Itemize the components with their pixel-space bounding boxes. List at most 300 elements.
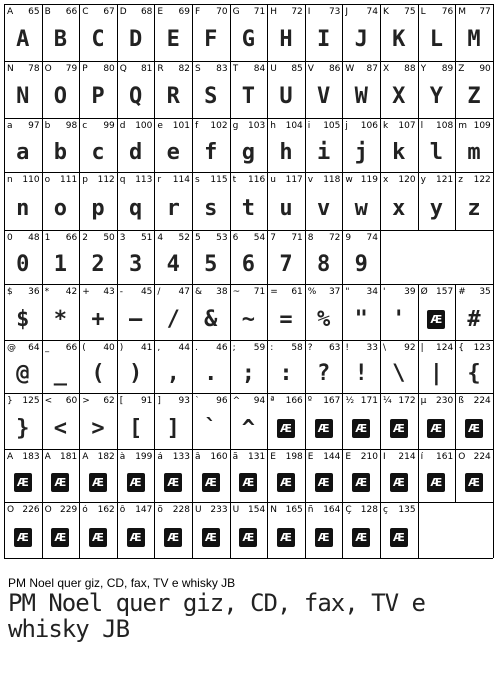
glyph-cell: [267, 172, 305, 230]
glyph-label: [45, 452, 78, 462]
glyph-cell: [455, 393, 493, 449]
glyph-char: !: [345, 343, 349, 353]
glyph-label: [82, 175, 115, 185]
glyph-cell: [192, 502, 230, 558]
glyph-char: R: [157, 64, 164, 74]
glyph-code: 46: [216, 343, 228, 353]
notdef-box-icon: Æ: [14, 528, 32, 547]
glyph-preview: t: [241, 195, 256, 221]
glyph-char: P: [82, 64, 88, 74]
glyph-code: 210: [360, 452, 378, 462]
glyph-cell: [342, 502, 380, 558]
glyph-preview: O: [53, 84, 68, 109]
glyph-char: 0: [7, 233, 13, 243]
glyph-char: É: [307, 452, 314, 462]
glyph-preview: 8: [316, 251, 331, 277]
glyph-char: Ì: [383, 452, 386, 462]
glyph-label: [157, 175, 190, 185]
glyph-char: p: [82, 175, 88, 185]
glyph-char: I: [307, 7, 311, 17]
glyph-code: 36: [28, 287, 40, 297]
glyph-code: 37: [328, 287, 341, 297]
glyph-code: 114: [172, 175, 190, 185]
glyph-preview: +: [91, 306, 105, 332]
glyph-char: Á: [44, 452, 51, 462]
glyph-code: 71: [253, 7, 266, 17]
glyph-code: 45: [140, 287, 153, 297]
glyph-cell: [79, 284, 117, 340]
notdef-box-icon: Æ: [315, 528, 333, 547]
glyph-code: 38: [216, 287, 228, 297]
glyph-row: [4, 61, 494, 118]
glyph-char: º: [307, 396, 313, 406]
glyph-preview: w: [354, 195, 368, 221]
glyph-char: y: [420, 175, 426, 185]
glyph-char: i: [307, 121, 311, 131]
glyph-label: [233, 343, 266, 353]
glyph-preview: X: [392, 84, 406, 109]
glyph-code: 72: [291, 7, 303, 17]
glyph-code: 224: [473, 452, 491, 462]
glyph-label: [157, 7, 190, 17]
glyph-code: 89: [441, 64, 454, 74]
glyph-char: -: [119, 287, 124, 297]
glyph-code: 105: [323, 121, 341, 131]
glyph-cell: [4, 502, 42, 558]
glyph-preview: h: [279, 139, 293, 165]
glyph-code: 107: [398, 121, 416, 131]
glyph-preview: 4: [166, 251, 180, 277]
glyph-char: [: [119, 396, 124, 406]
glyph-label: [7, 505, 40, 515]
glyph-label: [157, 505, 190, 515]
glyph-char: ã: [232, 452, 239, 462]
glyph-cell: [192, 230, 230, 284]
glyph-code: 118: [323, 175, 341, 185]
glyph-code: 41: [140, 343, 153, 353]
glyph-cell: [418, 4, 456, 61]
glyph-code: 147: [135, 505, 153, 515]
glyph-cell: [305, 284, 343, 340]
sample-text-large: PM Noel quer giz, CD, fax, TV e whisky JB: [8, 589, 425, 643]
glyph-label: [308, 121, 341, 131]
glyph-preview: =: [279, 306, 293, 332]
glyph-cell: [154, 502, 192, 558]
glyph-preview: [267, 463, 305, 502]
glyph-preview: m: [467, 139, 481, 165]
glyph-label: [345, 64, 378, 74]
glyph-char: D: [119, 7, 127, 17]
glyph-preview: E: [166, 27, 180, 52]
glyph-cell: [267, 393, 305, 449]
glyph-cell: [154, 449, 192, 502]
glyph-code: 75: [404, 7, 416, 17]
glyph-code: 226: [22, 505, 40, 515]
glyph-preview: [267, 407, 305, 449]
glyph-row: [4, 340, 494, 393]
glyph-code: 67: [103, 7, 115, 17]
glyph-label: [195, 396, 228, 406]
glyph-cell: [117, 393, 155, 449]
glyph-code: 160: [210, 452, 228, 462]
glyph-cell: [117, 284, 155, 340]
glyph-preview: A: [16, 27, 30, 52]
glyph-cell: [267, 502, 305, 558]
glyph-char: X: [383, 64, 390, 74]
glyph-preview: S: [204, 84, 218, 109]
glyph-preview: G: [241, 27, 256, 52]
glyph-label: [45, 396, 78, 406]
glyph-label: [383, 343, 416, 353]
glyph-preview: }: [16, 415, 30, 441]
glyph-code: 76: [441, 7, 454, 17]
glyph-code: 124: [436, 343, 454, 353]
glyph-char: ½: [345, 396, 355, 406]
notdef-box-icon: Æ: [465, 419, 483, 438]
glyph-char: À: [7, 452, 14, 462]
glyph-label: [308, 64, 341, 74]
glyph-cell: [79, 230, 117, 284]
glyph-char: 9: [345, 233, 352, 243]
notdef-box-icon: Æ: [390, 473, 408, 492]
glyph-code: 122: [473, 175, 491, 185]
glyph-label: [195, 452, 228, 462]
glyph-cell: [192, 61, 230, 118]
glyph-code: 84: [253, 64, 266, 74]
glyph-char: 8: [307, 233, 314, 243]
glyph-char: ¼: [383, 396, 392, 406]
glyph-label: [120, 396, 153, 406]
glyph-cell: [79, 172, 117, 230]
glyph-char: ß: [458, 396, 464, 406]
glyph-cell: [4, 284, 42, 340]
glyph-code: 83: [216, 64, 228, 74]
glyph-code: 50: [103, 233, 115, 243]
glyph-char: L: [420, 7, 426, 17]
glyph-char: =: [270, 287, 278, 297]
glyph-code: 228: [172, 505, 190, 515]
glyph-preview: [418, 463, 456, 502]
glyph-row: [4, 172, 494, 230]
glyph-preview: N: [16, 84, 30, 109]
glyph-label: [421, 7, 454, 17]
glyph-code: 181: [60, 452, 78, 462]
glyph-preview: ": [354, 306, 368, 332]
glyph-cell: [230, 393, 268, 449]
glyph-code: 94: [253, 396, 266, 406]
glyph-preview: M: [467, 27, 481, 52]
notdef-box-icon: Æ: [315, 473, 333, 492]
glyph-label: [345, 233, 378, 243]
glyph-char: h: [270, 121, 276, 131]
glyph-label: [308, 505, 341, 515]
glyph-cell: [42, 449, 80, 502]
glyph-label: [233, 452, 266, 462]
glyph-cell: [230, 4, 268, 61]
glyph-preview: [230, 463, 268, 502]
glyph-label: [233, 121, 266, 131]
glyph-code: 52: [178, 233, 190, 243]
glyph-char: _: [44, 343, 50, 353]
glyph-code: 90: [479, 64, 491, 74]
glyph-code: 35: [479, 287, 491, 297]
glyph-char: %: [307, 287, 317, 297]
glyph-char: ): [119, 343, 124, 353]
glyph-preview: [380, 407, 418, 449]
glyph-preview: >: [91, 415, 105, 441]
glyph-cell: [4, 340, 42, 393]
glyph-label: [458, 287, 491, 297]
notdef-box-icon: Æ: [164, 528, 182, 547]
glyph-cell: [380, 340, 418, 393]
glyph-preview: o: [53, 195, 68, 221]
glyph-char: B: [44, 7, 51, 17]
glyph-char: .: [195, 343, 198, 353]
glyph-cell: [342, 340, 380, 393]
glyph-code: 230: [436, 396, 454, 406]
glyph-char: ª: [270, 396, 275, 406]
glyph-cell: [380, 172, 418, 230]
glyph-preview: i: [316, 139, 331, 165]
glyph-label: [308, 452, 341, 462]
glyph-cell: [117, 172, 155, 230]
glyph-preview: [117, 463, 155, 502]
glyph-label: [120, 233, 153, 243]
glyph-code: 66: [65, 7, 78, 17]
glyph-preview: #: [467, 306, 481, 332]
glyph-label: [270, 233, 303, 243]
glyph-code: 77: [479, 7, 491, 17]
glyph-preview: n: [16, 195, 30, 221]
glyph-cell: [42, 393, 80, 449]
glyph-label: [45, 121, 78, 131]
glyph-code: 117: [285, 175, 303, 185]
glyph-cell: [117, 61, 155, 118]
glyph-char: J: [345, 7, 349, 17]
glyph-cell: [305, 502, 343, 558]
glyph-char: e: [157, 121, 163, 131]
glyph-char: +: [82, 287, 90, 297]
glyph-preview: R: [166, 84, 180, 109]
glyph-cell: [418, 340, 456, 393]
glyph-preview: [4, 463, 42, 502]
glyph-preview: [154, 516, 192, 558]
glyph-char: M: [458, 7, 466, 17]
glyph-code: 92: [404, 343, 416, 353]
glyph-label: [120, 452, 153, 462]
glyph-label: [7, 175, 40, 185]
glyph-label: [45, 233, 78, 243]
glyph-code: 73: [328, 7, 341, 17]
glyph-char: a: [7, 121, 13, 131]
glyph-code: 85: [291, 64, 303, 74]
glyph-preview: 3: [128, 251, 143, 277]
glyph-preview: [418, 407, 456, 449]
glyph-label: [195, 505, 228, 515]
glyph-label: [308, 287, 341, 297]
glyph-preview: [267, 516, 305, 558]
glyph-preview: v: [316, 195, 331, 221]
glyph-cell: [117, 340, 155, 393]
glyph-code: 53: [216, 233, 228, 243]
glyph-preview: b: [53, 139, 68, 165]
glyph-code: 43: [103, 287, 115, 297]
glyph-cell: [418, 393, 456, 449]
glyph-code: 162: [97, 505, 115, 515]
glyph-char: c: [82, 121, 88, 131]
glyph-char: C: [82, 7, 89, 17]
glyph-cell: [117, 230, 155, 284]
glyph-code: 59: [253, 343, 266, 353]
glyph-label: [270, 7, 303, 17]
glyph-label: [345, 287, 378, 297]
glyph-code: 104: [285, 121, 303, 131]
glyph-char: u: [270, 175, 276, 185]
glyph-char: Ê: [345, 452, 352, 462]
glyph-row: [4, 4, 494, 61]
glyph-label: [45, 175, 78, 185]
glyph-cell: [4, 4, 42, 61]
glyph-label: [120, 175, 153, 185]
glyph-char: ~: [232, 287, 241, 297]
glyph-preview: D: [128, 27, 143, 52]
glyph-char: µ: [420, 396, 427, 406]
glyph-cell: [455, 340, 493, 393]
glyph-code: 110: [22, 175, 40, 185]
glyph-preview: Q: [128, 84, 143, 109]
glyph-cell: [455, 284, 493, 340]
notdef-box-icon: Æ: [352, 419, 370, 438]
glyph-code: 144: [323, 452, 341, 462]
glyph-preview: 1: [53, 251, 68, 277]
notdef-box-icon: Æ: [127, 528, 145, 547]
glyph-char: :: [270, 343, 274, 353]
glyph-code: 81: [140, 64, 153, 74]
glyph-label: [157, 64, 190, 74]
glyph-code: 78: [28, 64, 40, 74]
glyph-preview: ?: [316, 361, 331, 386]
glyph-preview: B: [53, 27, 68, 52]
glyph-char: F: [195, 7, 201, 17]
glyph-label: [45, 343, 78, 353]
glyph-code: 199: [135, 452, 153, 462]
glyph-cell: [79, 449, 117, 502]
glyph-cell: [455, 4, 493, 61]
glyph-char: 4: [157, 233, 164, 243]
glyph-code: 121: [436, 175, 454, 185]
notdef-box-icon: Æ: [127, 473, 145, 492]
glyph-cell: [192, 284, 230, 340]
glyph-preview: [342, 407, 380, 449]
glyph-cell: [154, 61, 192, 118]
glyph-cell: [154, 172, 192, 230]
glyph-cell: [342, 284, 380, 340]
glyph-label: [308, 7, 341, 17]
glyph-code: 63: [328, 343, 341, 353]
glyph-cell: [267, 284, 305, 340]
glyph-preview: [342, 516, 380, 558]
glyph-cell: [42, 340, 80, 393]
glyph-cell: [380, 284, 418, 340]
glyph-preview: T: [241, 84, 256, 109]
glyph-code: 42: [65, 287, 78, 297]
glyph-preview: [455, 463, 493, 502]
glyph-cell: [418, 118, 456, 172]
glyph-preview: j: [354, 139, 368, 165]
glyph-code: 116: [248, 175, 266, 185]
glyph-char: k: [383, 121, 389, 131]
glyph-preview: 7: [279, 251, 293, 277]
glyph-label: [383, 121, 416, 131]
glyph-preview: z: [467, 195, 481, 221]
glyph-char: @: [7, 343, 16, 353]
glyph-cell: [79, 118, 117, 172]
notdef-box-icon: Æ: [427, 419, 445, 438]
glyph-char: &: [195, 287, 203, 297]
glyph-cell: [42, 230, 80, 284]
glyph-preview: a: [16, 139, 30, 165]
glyph-preview: !: [354, 361, 368, 386]
glyph-preview: &: [204, 306, 218, 332]
glyph-preview: 2: [91, 251, 105, 277]
glyph-label: [120, 505, 153, 515]
glyph-preview: ^: [241, 415, 256, 441]
glyph-code: 183: [22, 452, 40, 462]
glyph-label: [345, 7, 378, 17]
glyph-cell: [154, 393, 192, 449]
glyph-preview: /: [166, 306, 180, 332]
glyph-preview: I: [316, 27, 331, 52]
glyph-code: 61: [291, 287, 303, 297]
glyph-cell: [79, 4, 117, 61]
glyph-cell: [154, 4, 192, 61]
glyph-preview: ;: [241, 361, 256, 386]
glyph-preview: x: [392, 195, 406, 221]
glyph-char: ': [383, 287, 386, 297]
glyph-label: [345, 343, 378, 353]
glyph-label: [82, 233, 115, 243]
glyph-code: 80: [103, 64, 115, 74]
glyph-preview: [192, 463, 230, 502]
glyph-label: [421, 396, 454, 406]
glyph-code: 133: [172, 452, 190, 462]
glyph-char: r: [157, 175, 162, 185]
glyph-preview: [342, 463, 380, 502]
glyph-preview: U: [279, 84, 293, 109]
glyph-label: [308, 343, 341, 353]
glyph-char: ^: [232, 396, 241, 406]
glyph-label: [270, 121, 303, 131]
glyph-preview: 5: [204, 251, 218, 277]
glyph-cell: [267, 449, 305, 502]
glyph-char: 5: [195, 233, 201, 243]
glyph-preview: J: [354, 27, 368, 52]
glyph-char: V: [307, 64, 314, 74]
glyph-grid: [4, 4, 494, 558]
glyph-char: Ç: [345, 505, 352, 515]
glyph-code: 101: [172, 121, 190, 131]
glyph-preview: ': [392, 306, 406, 332]
glyph-preview: –: [128, 306, 143, 332]
glyph-preview: *: [53, 306, 68, 332]
glyph-label: [82, 505, 115, 515]
glyph-code: 99: [103, 121, 115, 131]
glyph-code: 87: [366, 64, 378, 74]
glyph-preview: f: [204, 139, 218, 165]
glyph-char: Ü: [232, 505, 240, 515]
notdef-box-icon: Æ: [202, 473, 220, 492]
glyph-cell: [455, 172, 493, 230]
